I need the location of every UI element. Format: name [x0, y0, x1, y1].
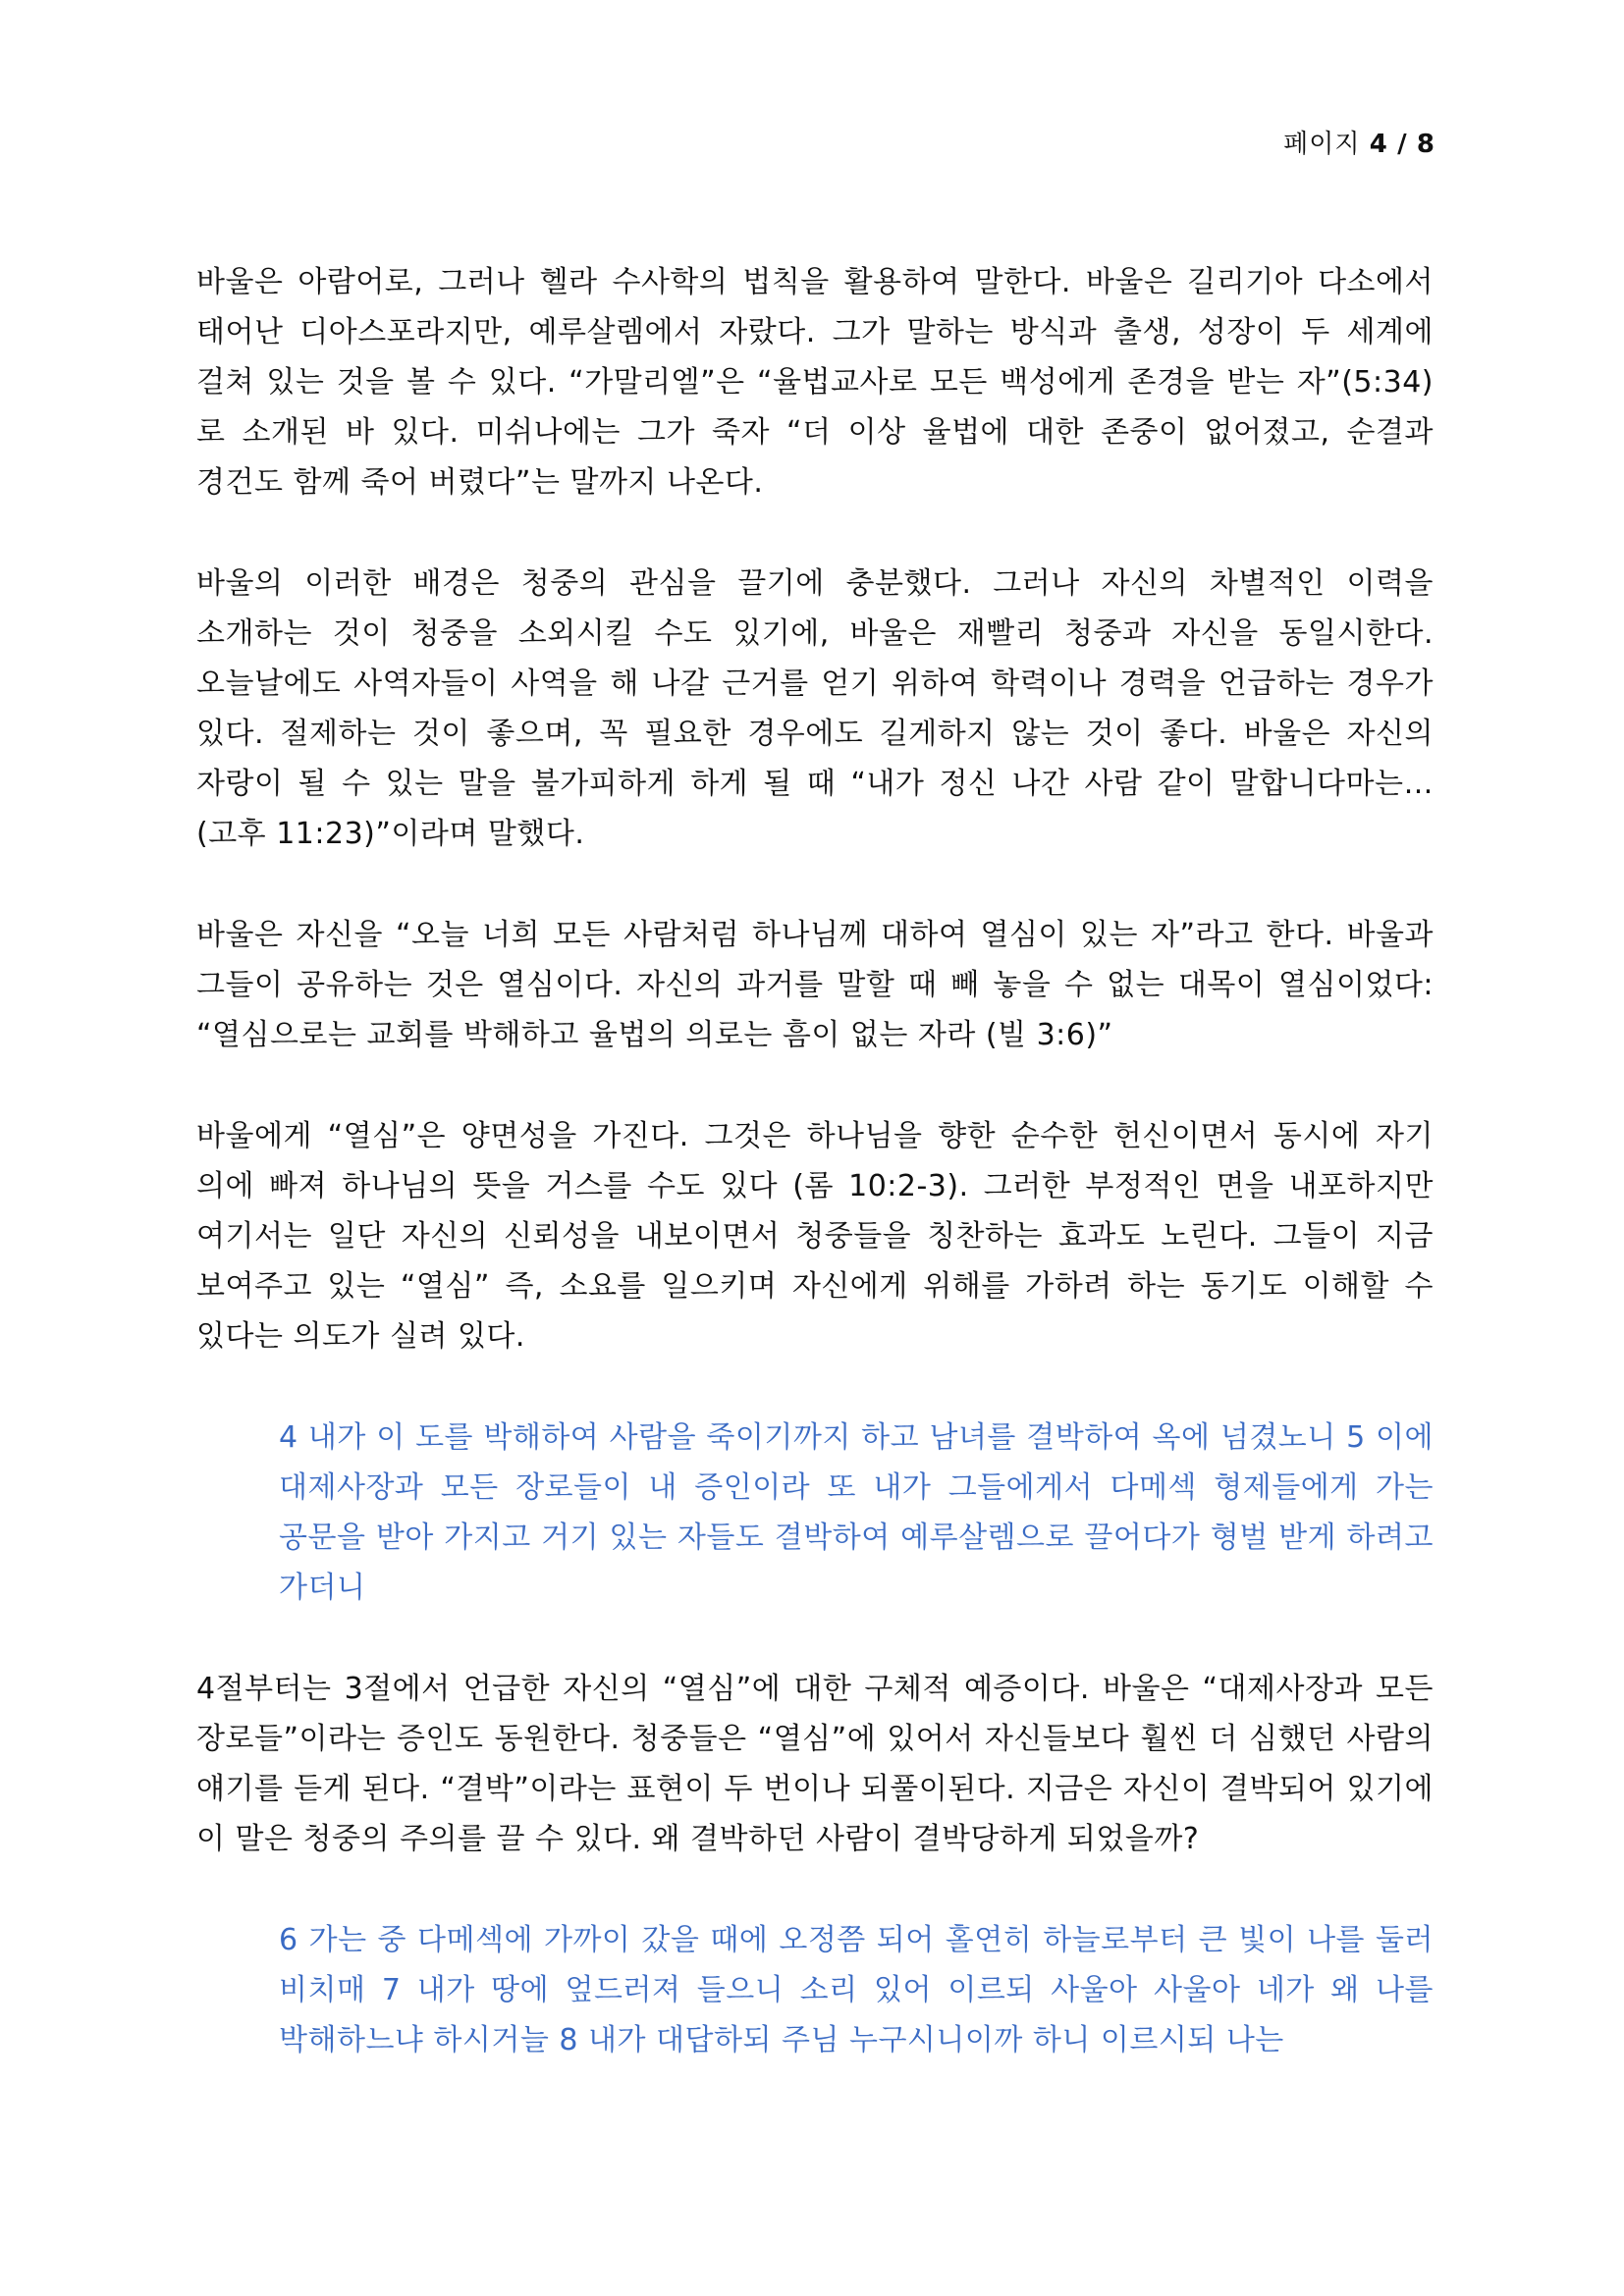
paragraph-background: 바울의 이러한 배경은 청중의 관심을 끌기에 충분했다. 그러나 자신의 차별적인 이력을 소개하는 것이 청중을 소외시킬 수도 있기에, 바울은 재빨리 청중과 자신을 동일시한다. 오늘날에도 사역자들이 사역을 해 나갈 근거를 얻기 위하여 학력이나 경력을 언급하는 경우가 있다. 절제하는 것이 좋으며, 꼭 필요한 경우에도 길게하지 않는 것이 좋다. 바울은 자신의 자랑이 될 수 있는 말을 불가피하게 하게 될 때 “내가 정신 나간 사람 같이 말합니다마는…(고후 11:23)”이라며 말했다. — [196, 566, 1434, 851]
current-page-number: 4 — [1369, 130, 1388, 159]
page-number-header — [1283, 124, 1435, 160]
page-label: 페이지 — [1283, 130, 1361, 159]
page-separator: / — [1397, 130, 1408, 159]
paragraph-gamaliel: 바울은 아람어로, 그러나 헬라 수사학의 법칙을 활용하여 말한다. 바울은 길리기아 다소에서 태어난 디아스포라지만, 예루살렘에서 자랐다. 그가 말하는 방식과 출생, 성장이 두 세계에 걸쳐 있는 것을 볼 수 있다. “가말리엘”은 “율법교사로 모든 백성에게 존경을 받는 자”(5:34)로 소개된 바 있다. 미쉬나에는 그가 죽자 “더 이상 율법에 대한 존중이 없어졌고, 순결과 경건도 함께 죽어 버렸다”는 말까지 나온다. — [196, 265, 1434, 500]
total-page-count: 8 — [1416, 130, 1435, 159]
paragraph-verse-4-commentary: 4절부터는 3절에서 언급한 자신의 “열심”에 대한 구체적 예증이다. 바울은 “대제사장과 모든 장로들”이라는 증인도 동원한다. 청중들은 “열심”에 있어서 자신들보다 훨씬 더 심했던 사람의 얘기를 듣게 된다. “결박”이라는 표현이 두 번이나 되풀이된다. 지금은 자신이 결박되어 있기에 이 말은 청중의 주의를 끌 수 있다. 왜 결박하던 사람이 결박당하게 되었을까? — [196, 1672, 1435, 1856]
scripture-quote-verses-6-8: 6 가는 중 다메섹에 가까이 갔을 때에 오정쯤 되어 홀연히 하늘로부터 큰 빛이 나를 둘러 비치매 7 내가 땅에 엎드러져 들으니 소리 있어 이르되 사울아 사울아 네가 왜 나를 박해하느냐 하시거늘 8 내가 대답하되 주님 누구시니이까 하니 이르시되 나는 — [279, 1923, 1434, 2057]
document-body — [196, 257, 1434, 2116]
scripture-quote-verses-4-5: 4 내가 이 도를 박해하여 사람을 죽이기까지 하고 남녀를 결박하여 옥에 넘겼노니 5 이에 대제사장과 모든 장로들이 내 증인이라 또 내가 그들에게서 다메섹 형제들에게 가는 공문을 받아 가지고 거기 있는 자들도 결박하여 예루살렘으로 끌어다가 형벌 받게 하려고 가더니 — [279, 1420, 1434, 1605]
paragraph-zeal-duality: 바울에게 “열심”은 양면성을 가진다. 그것은 하나님을 향한 순수한 헌신이면서 동시에 자기 의에 빠져 하나님의 뜻을 거스를 수도 있다 (롬 10:2-3). 그러한 부정적인 면을 내포하지만 여기서는 일단 자신의 신뢰성을 내보이면서 청중들을 칭찬하는 효과도 노린다. 그들이 지금 보여주고 있는 “열심” 즉, 소요를 일으키며 자신에게 위해를 가하려 하는 동기도 이해할 수 있다는 의도가 실려 있다. — [196, 1119, 1434, 1354]
paragraph-zeal: 바울은 자신을 “오늘 너희 모든 사람처럼 하나님께 대하여 열심이 있는 자”라고 한다. 바울과 그들이 공유하는 것은 열심이다. 자신의 과거를 말할 때 빼 놓을 수 없는 대목이 열심이었다: “열심으로는 교회를 박해하고 율법의 의로는 흠이 없는 자라 (빌 3:6)” — [196, 918, 1434, 1052]
